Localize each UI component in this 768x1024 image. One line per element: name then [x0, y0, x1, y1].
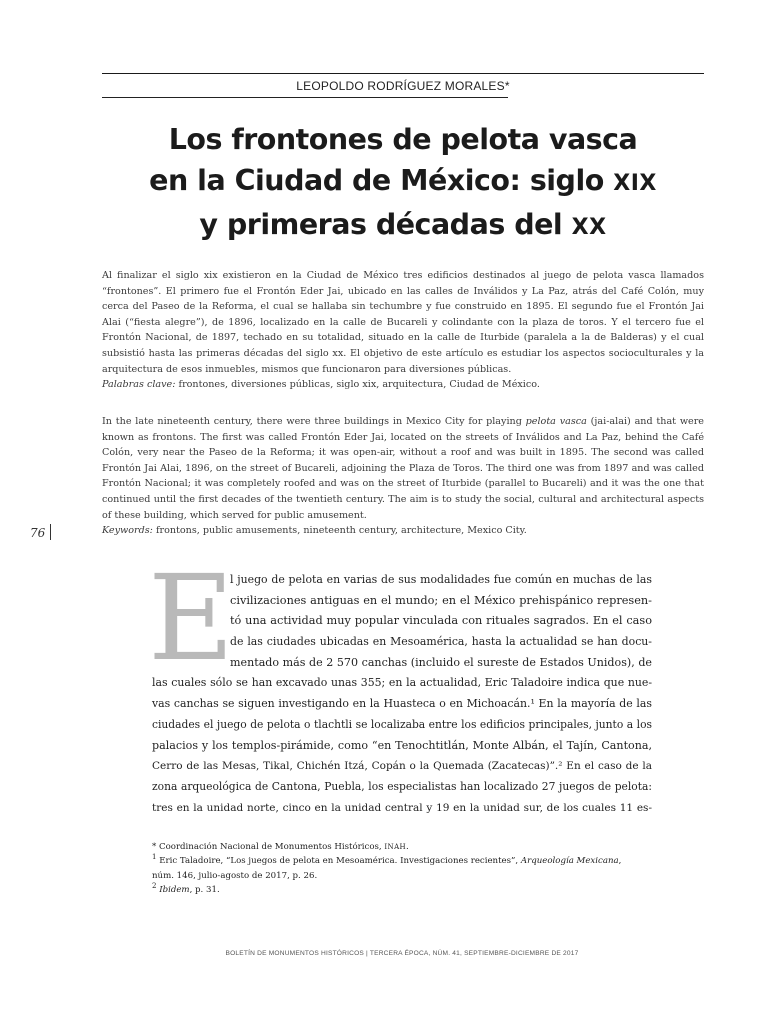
footnote-1-text-b: , núm. 146, julio-agosto de 2017, p. 26.	[152, 856, 622, 881]
page-number: 76	[30, 526, 46, 540]
footnote-2	[152, 883, 632, 897]
footnote-1-mark: 1	[152, 853, 157, 862]
body-text	[152, 570, 652, 818]
title-century-19: XIX	[613, 171, 657, 196]
footnote-1-journal: Arqueología Mexicana	[520, 856, 619, 867]
title-line-2-text: en la Ciudad de México: siglo	[149, 164, 614, 197]
abstract-en-part-a: In the late nineteenth century, there were three buildings in Mexico City for playing	[102, 416, 526, 427]
footnotes	[152, 840, 632, 898]
footnote-affiliation-text: * Coordinación Nacional de Monumentos Históricos,	[152, 842, 385, 852]
body-line: tó una actividad muy popular vinculada con rituales sagrados. En el caso	[230, 614, 652, 628]
abstract-en-italic: pelota vasca	[525, 416, 587, 427]
footnote-2-mark: 2	[152, 882, 157, 891]
abstract-es-text: Al finalizar el siglo xix existieron en la Ciudad de México tres edificios destinados al juego de pelota vasca llamados “frontones”. El primero fue el Frontón Eder Jai, ubicado en las calles de Inválidos y La Paz, atrás del Café Colón, muy cerca del Paseo de la Reforma, el cual se hallaba sin techumbre y fue construido en 1895. El segundo fue el Frontón Jai Alai (“fiesta alegre”), de 1896, localizado en la calle de Bucareli y colindante con la plaza de toros. Y el tercero fue el Frontón Nacional, de 1897, techado en su totalidad, situado en la calle de Iturbide (paralela a la de Balderas) y el cual subsistió hasta las primeras décadas del siglo xx. El objetivo de este artículo es estudiar los aspectos socioculturales y la arquitectura de esos inmuebles, mismos que funcionaron para diversiones públicas.	[102, 270, 704, 375]
footnote-affiliation-inah: INAH	[384, 843, 407, 851]
body-line: vas canchas se siguen investigando en la Huasteca o en Michoacán.¹ En la mayoría de las	[152, 697, 652, 711]
footnote-affiliation-end: .	[406, 842, 409, 852]
body-line: l juego de pelota en varias de sus modalidades fue común en muchas de las	[230, 573, 652, 586]
keywords-label-es: Palabras clave:	[102, 379, 176, 391]
keywords-es: frontones, diversiones públicas, siglo xix, arquitectura, Ciudad de México.	[178, 379, 540, 391]
abstract-en-text	[102, 414, 704, 523]
abstract-es-keywords	[102, 377, 704, 393]
body-line: ciudades el juego de pelota o tlachtli se localizaba entre los edificios principales, junto a los	[152, 717, 652, 731]
footnote-1-text-a: Eric Taladoire, “Los juegos de pelota en Mesoamérica. Investigaciones recientes”,	[156, 856, 521, 867]
footnote-2-ibidem: Ibidem	[159, 885, 190, 896]
header-rule	[102, 73, 704, 74]
footnote-affiliation	[152, 840, 632, 854]
article-title	[102, 119, 704, 248]
title-line-2	[102, 160, 704, 204]
title-line-3-text: y primeras décadas del	[199, 208, 572, 241]
title-century-20: XX	[571, 215, 607, 240]
title-line-1: Los frontones de pelota vasca	[168, 123, 638, 156]
drop-cap: E	[148, 549, 235, 687]
abstract-spanish	[102, 268, 704, 393]
footnote-2-text: , p. 31.	[189, 885, 220, 896]
page-number-bar	[50, 524, 51, 540]
body-line: tres en la unidad norte, cinco en la unidad central y 19 en la unidad sur, de los cuales 11 es-	[152, 801, 652, 814]
body-line: zona arqueológica de Cantona, Puebla, los especialistas han localizado 27 juegos de pelota:	[152, 779, 652, 793]
author-rule	[102, 97, 508, 98]
abstract-english	[102, 414, 704, 539]
abstract-en-part-b: (jai-alai) and that were known as frontons. The first was called Frontón Eder Jai, located on the streets of Inválidos and La Paz, behind the Café Colón, very near the Paseo de la Reforma; it was open-air, without a roof and was built in 1895. The second was called Frontón Jai Alai, 1896, on the street of Bucareli, adjoining the Plaza de Toros. The third one was from 1897 and was called Frontón Nacional; it was completely roofed and was on the street of Iturbide (parallel to Bucareli) and it was the one that continued until the first decades of the twentieth century. The aim is to study the social, cultural and architectural aspects of these building, which served for public amusement.	[102, 416, 704, 521]
keywords-label-en: Keywords:	[102, 525, 153, 537]
body-line: mentado más de 2 570 canchas (incluido el sureste de Estados Unidos), de	[230, 655, 652, 669]
journal-footer: BOLETÍN DE MONUMENTOS HISTÓRICOS | TERCERA ÉPOCA, NÚM. 41, SEPTIEMBRE-DICIEMBRE DE 2017	[225, 950, 579, 957]
body-line: las cuales sólo se han excavado unas 355; en la actualidad, Eric Taladoire indica que nue-	[152, 676, 652, 690]
footnote-1	[152, 854, 632, 883]
body-line: de las ciudades ubicadas en Mesoamérica, hasta la actualidad se han docu-	[230, 635, 652, 649]
body-line: palacios y los templos-pirámide, como “en Tenochtitlán, Monte Albán, el Tajín, Cantona,	[152, 738, 652, 752]
keywords-en: frontons, public amusements, nineteenth century, architecture, Mexico City.	[155, 525, 527, 537]
body-line: Cerro de las Mesas, Tikal, Chichén Itzá, Copán o la Quemada (Zacatecas)”.² En el caso de la	[152, 760, 652, 773]
body-line: civilizaciones antiguas en el mundo; en el México prehispánico represen-	[230, 593, 652, 607]
author-name: LEOPOLDO RODRÍGUEZ MORALES*	[296, 79, 510, 93]
abstract-en-keywords	[102, 523, 704, 539]
title-line-3	[102, 204, 704, 248]
